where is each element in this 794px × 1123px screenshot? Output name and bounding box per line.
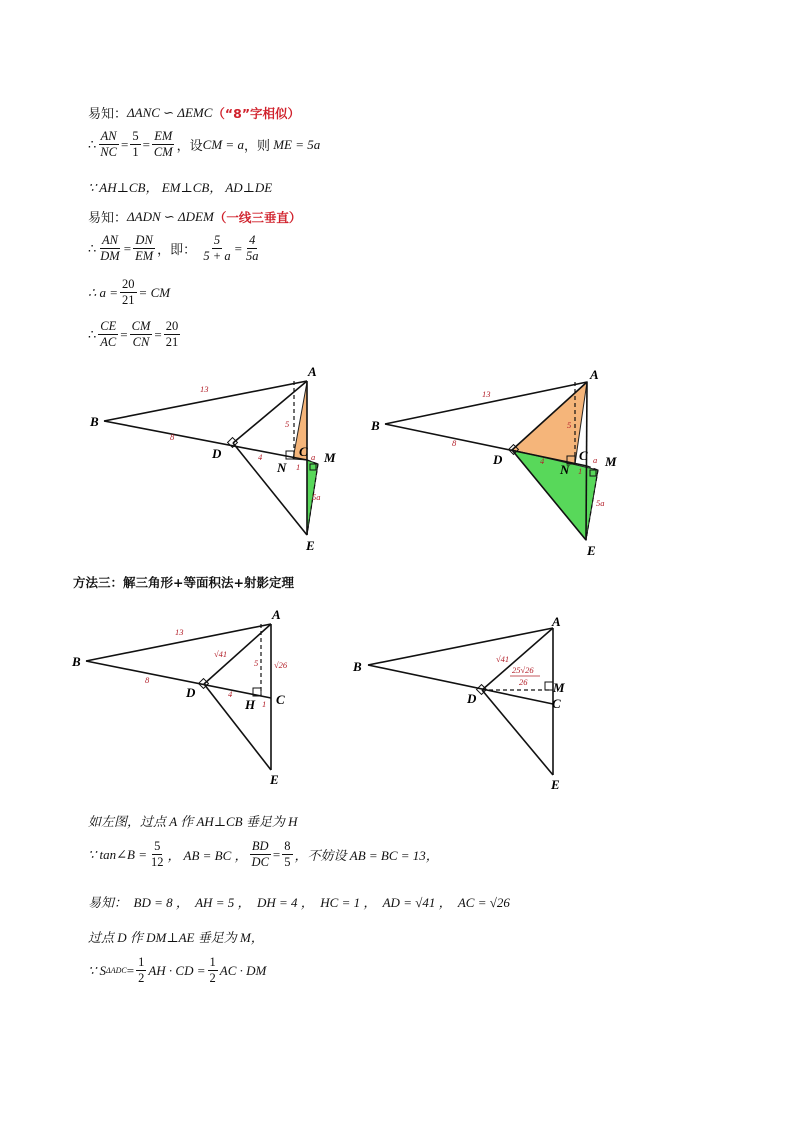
length-label: 13 bbox=[175, 627, 184, 637]
fraction: $\frac{8}{5}$ bbox=[284, 839, 291, 870]
length-label: 4 bbox=[540, 456, 545, 466]
length-label: 25√26 bbox=[512, 665, 534, 675]
length-label: 5a bbox=[596, 498, 605, 508]
text: 过点 D 作 DM⊥AE 垂足为 M， bbox=[88, 930, 264, 945]
line-construct-dm bbox=[88, 927, 264, 946]
line-ce-ac: ∴ $\frac{CE}{AC}$ = $\frac{CM}{CN}$ = $\frac{20}{21}$ bbox=[88, 319, 179, 350]
length-label: a bbox=[593, 455, 598, 465]
length-label: √26 bbox=[274, 660, 288, 670]
fraction: $\frac{20}{21}$ bbox=[165, 319, 179, 350]
length-label: 1 bbox=[296, 462, 301, 472]
point-label-c: C bbox=[552, 696, 561, 711]
text-prefix: 易知： bbox=[88, 210, 128, 225]
fraction: $\frac{DN}{EM}$ bbox=[135, 233, 154, 264]
red-note: （一线三垂直） bbox=[213, 209, 302, 225]
point-label-d: D bbox=[212, 446, 222, 461]
point-label-a: A bbox=[552, 614, 561, 629]
line-known-lengths bbox=[88, 892, 510, 911]
math-expr: ∵ S bbox=[88, 962, 107, 978]
section-heading: 方法三：解三角形+等面积法+射影定理 bbox=[73, 575, 294, 590]
point-label-c: C bbox=[276, 692, 285, 707]
length-label: 1 bbox=[578, 466, 583, 476]
fraction: $\frac{AN}{DM}$ bbox=[100, 233, 120, 264]
fraction: $\frac{EM}{CM}$ bbox=[153, 129, 173, 160]
fraction: $\frac{5}{12}$ bbox=[151, 839, 164, 870]
red-note: （“8”字相似） bbox=[212, 105, 301, 121]
length-label: 8 bbox=[452, 438, 457, 448]
figure-bottom-right bbox=[352, 614, 565, 792]
line-ratio-an-nc: ∴ $\frac{AN}{NC}$ = $\frac{5}{1}$ = $\frac{EM}{CM}$ ，设 CM = a ，则 ME = 5a bbox=[88, 129, 321, 160]
text: 如左图，过点 A 作 AH⊥CB 垂足为 H bbox=[88, 814, 298, 829]
therefore-symbol: ∴ bbox=[88, 136, 97, 152]
length-label: 13 bbox=[482, 389, 491, 399]
point-label-e: E bbox=[306, 538, 315, 553]
length-label: √41 bbox=[496, 654, 510, 664]
point-label-d: D bbox=[467, 691, 477, 706]
math-expr: ， AB = BC ， bbox=[167, 848, 248, 864]
point-label-a: A bbox=[308, 364, 317, 379]
math-expr: AH · CD = bbox=[148, 962, 206, 978]
length-label: 4 bbox=[228, 689, 233, 699]
length-label: 8 bbox=[145, 675, 150, 685]
math-expr: ∵ AH⊥CB， EM⊥CB， AD⊥DE bbox=[88, 180, 273, 195]
subscript: ΔADC bbox=[106, 966, 127, 976]
fraction: $\frac{5}{1}$ bbox=[132, 129, 139, 160]
point-label-a: A bbox=[590, 367, 599, 382]
equals-sign: = bbox=[272, 846, 281, 862]
point-label-b: B bbox=[90, 414, 99, 429]
point-label-c: C bbox=[579, 448, 588, 463]
point-label-e: E bbox=[587, 543, 596, 558]
length-label: √41 bbox=[214, 649, 228, 659]
point-label-n: N bbox=[560, 462, 570, 477]
fraction: $\frac{BD}{DC}$ bbox=[251, 839, 269, 870]
length-label: 13 bbox=[200, 384, 209, 394]
line-area-equation bbox=[88, 956, 266, 985]
length-label: 26 bbox=[519, 677, 528, 687]
point-label-c: C bbox=[299, 444, 308, 459]
math-expr: 易知： BD = 8 ， AH = 5 ， DH = 4 ， HC = 1 ， AD = √41 ， AC = √26 bbox=[88, 895, 510, 910]
figure-bottom-left bbox=[71, 607, 288, 787]
math-expr: ΔANC ∽ ΔEMC bbox=[127, 104, 213, 120]
fraction: $\frac{1}{2}$ bbox=[209, 955, 216, 986]
text-prefix: 易知： bbox=[88, 106, 128, 121]
point-label-a: A bbox=[272, 607, 281, 622]
math-expr: AC · DM bbox=[219, 962, 267, 978]
math-expr: ，不妨设 AB = BC = 13， bbox=[294, 848, 439, 864]
line-construct-ah bbox=[88, 811, 298, 830]
therefore-symbol: ∴ bbox=[88, 326, 97, 342]
figure-top-left bbox=[89, 364, 336, 553]
point-label-b: B bbox=[353, 659, 362, 674]
fraction: $\frac{AN}{NC}$ bbox=[100, 129, 117, 160]
fraction: $\frac{1}{2}$ bbox=[138, 955, 145, 986]
point-label-b: B bbox=[371, 418, 380, 433]
length-label: 5a bbox=[312, 492, 321, 502]
point-label-m: M bbox=[324, 450, 336, 465]
length-label: 5 bbox=[285, 419, 290, 429]
point-label-d: D bbox=[493, 452, 503, 467]
math-expr: ME = 5a bbox=[273, 136, 321, 152]
point-label-b: B bbox=[72, 654, 81, 669]
math-expr: = CM bbox=[138, 284, 171, 300]
text: ，设 bbox=[176, 138, 203, 154]
length-label: a bbox=[311, 452, 316, 462]
math-expr: ∵ tan∠B = bbox=[88, 846, 147, 862]
length-label: 5 bbox=[567, 420, 572, 430]
therefore-symbol: ∴ bbox=[88, 240, 97, 256]
point-label-e: E bbox=[551, 777, 560, 792]
point-label-h: H bbox=[245, 697, 256, 712]
math-expr: ∴ a = bbox=[88, 284, 119, 300]
math-expr: CM = a bbox=[202, 136, 244, 152]
green-triangle bbox=[512, 450, 598, 540]
point-label-e: E bbox=[270, 772, 279, 787]
length-label: 8 bbox=[170, 432, 175, 442]
orange-triangle bbox=[512, 382, 587, 464]
fraction: $\frac{20}{21}$ bbox=[122, 277, 135, 308]
line-tan-b bbox=[88, 840, 439, 869]
point-label-n: N bbox=[277, 460, 287, 475]
math-expr: ΔADN ∽ ΔDEM bbox=[127, 208, 214, 224]
equals-sign: = bbox=[126, 962, 135, 978]
line-ratio-an-dm: ∴ $\frac{AN}{DM}$ = $\frac{DN}{EM}$ ，即： $\frac{5}{5 + a}$ = $\frac{4}{5a}$ bbox=[88, 233, 259, 264]
point-label-m: M bbox=[605, 454, 617, 469]
length-label: 4 bbox=[258, 452, 263, 462]
text: ，即： bbox=[157, 242, 197, 258]
fraction: $\frac{5}{5 + a}$ bbox=[203, 233, 231, 264]
fraction: $\frac{CE}{AC}$ bbox=[100, 319, 117, 350]
text: ，则 bbox=[243, 138, 270, 154]
point-label-m: M bbox=[553, 680, 565, 695]
fraction: $\frac{4}{5a}$ bbox=[245, 233, 259, 264]
figure-top-right bbox=[370, 367, 617, 558]
fraction: $\frac{CM}{CN}$ bbox=[131, 319, 151, 350]
length-label: 1 bbox=[262, 699, 267, 709]
point-label-d: D bbox=[186, 685, 196, 700]
length-label: 5 bbox=[254, 658, 259, 668]
